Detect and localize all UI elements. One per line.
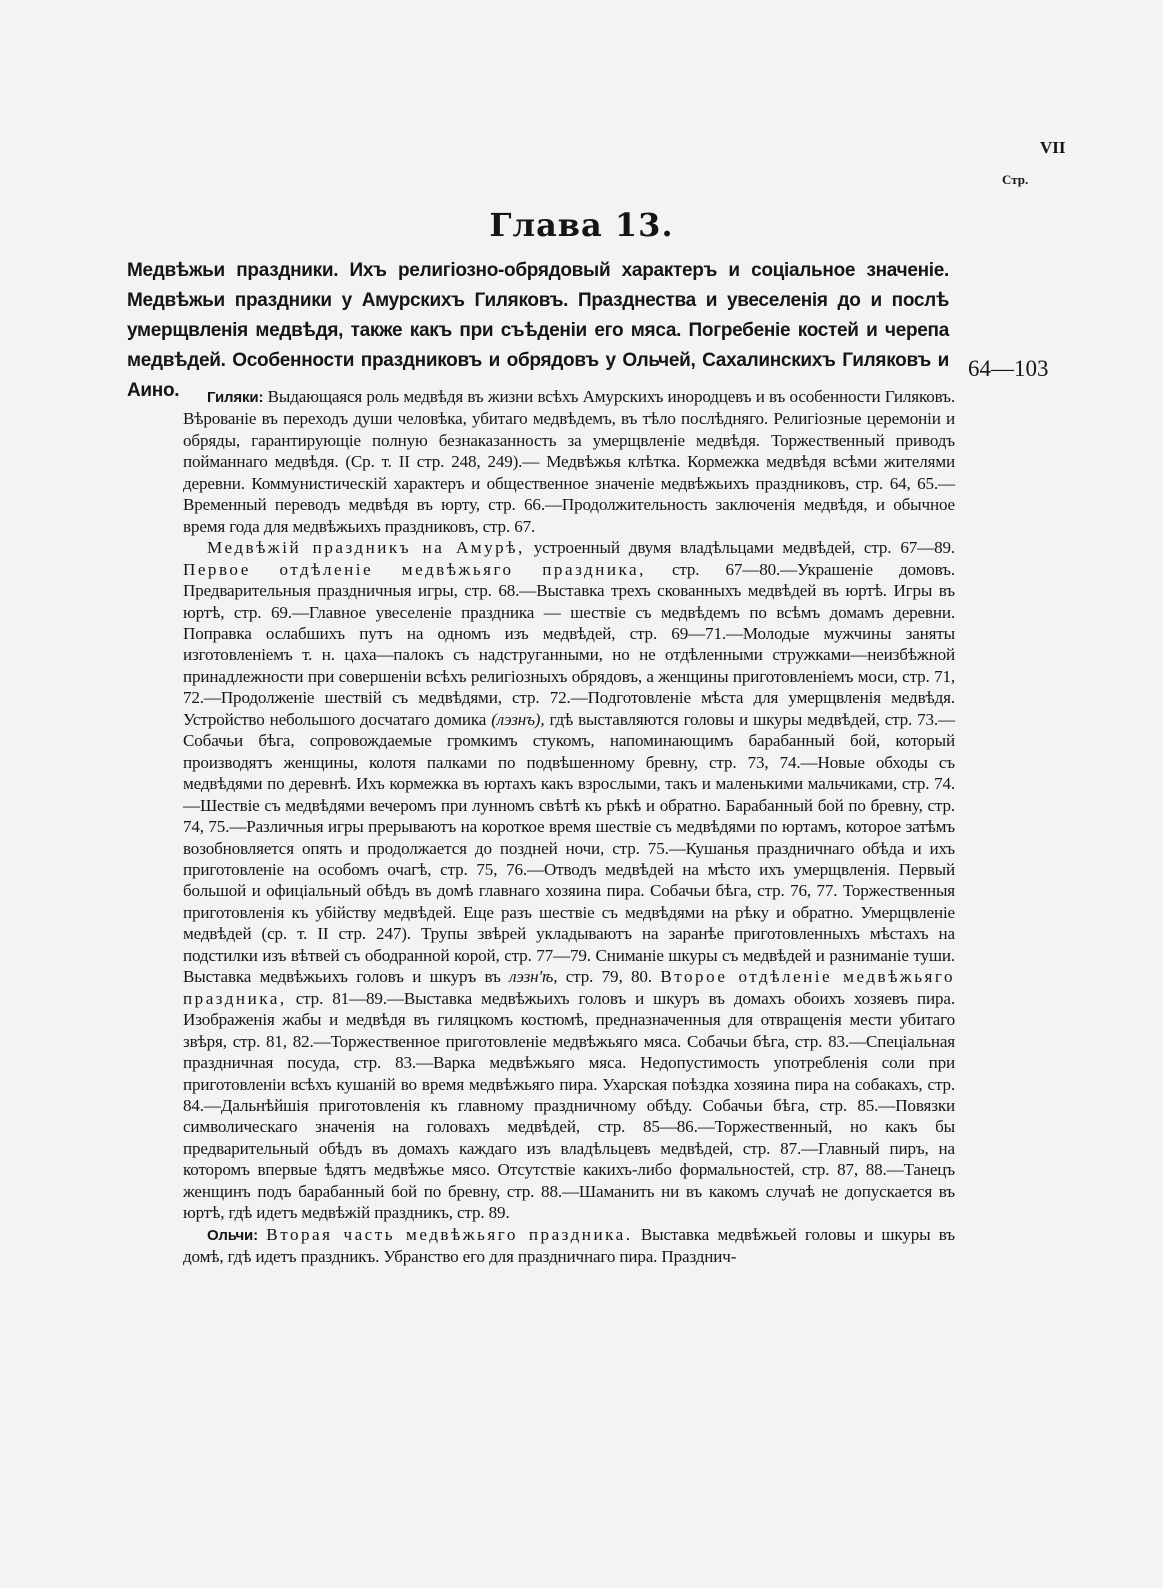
paragraph-olchi xyxy=(183,1224,955,1268)
paragraph-text: Выставка медвѣжьей головы и шкуры въ домѣ, гдѣ идетъ праздникъ. Убранство его для праздничнаго пира. Празднич- xyxy=(183,1224,955,1267)
section-title-amur: Медвѣжій праздникъ на Амурѣ, xyxy=(207,538,525,558)
subsection-title-part1: Первое отдѣленіе медвѣжьяго праздника, xyxy=(183,559,646,579)
paragraph-gilyaks xyxy=(183,386,955,537)
paragraph-amur xyxy=(183,537,955,1224)
subsection-title-olchi: Вторая часть медвѣжьяго праздника. xyxy=(266,1224,633,1244)
pages-column-label: Стр. xyxy=(1002,172,1029,187)
section-lead-olchi: Ольчи: xyxy=(207,1226,258,1244)
paragraph-text: стр. 79, 80. xyxy=(565,967,652,987)
subsection-title-part2: Второе отдѣленіе медвѣжьяго праздника, xyxy=(183,967,956,1008)
paragraph-text: устроенный двумя владѣльцами медвѣдей, стр. 67—89. xyxy=(533,538,955,558)
chapter-contents xyxy=(183,386,955,1268)
chapter-title: Глава 13. xyxy=(489,206,674,244)
paragraph-text: стр. 67—80.—Украшеніе домовъ. Предварительныя праздничныя игры, стр. 68.—Выставка трехъ скованныхъ медвѣдей въ юртѣ. Игры въ юртѣ, стр. 69.—Главное увеселеніе праздника — шествіе съ медвѣдемъ по всѣмъ домамъ деревни. Поправка ослабшихъ путъ на одномъ изъ медвѣдей, стр. 69—71.—Молодые мужчины заняты изготовленіемъ т. н. цаха—палокъ съ надструганными, но не отдѣленными стружками—неизбѣжной принадлежности при совершеніи всѣхъ религіозныхъ обрядовъ, а женщины приготовленіемъ моси, стр. 71, 72.—Продолженіе шествій съ медвѣдями, стр. 72.—Подготовленіе мѣста для умерщвленія медвѣдя. Устройство небольшого досчатаго домика xyxy=(183,559,955,729)
paragraph-text: гдѣ выставляются головы и шкуры медвѣдей, стр. 73.—Собачьи бѣга, сопровождаемые громкимъ стукомъ, напоминающимъ барабанный бой, который производятъ женщины, колотя палками по подвѣшенному бревну, стр. 73, 74.—Новые обходы съ медвѣдями по деревнѣ. Ихъ кормежка въ юртахъ какъ взрослыми, такъ и маленькими мальчиками, стр. 74.—Шествіе съ медвѣдями вечеромъ при лунномъ свѣтѣ къ рѣкѣ и обратно. Барабанный бой по бревну, стр. 74, 75.—Различныя игры прерываютъ на короткое время шествіе съ медвѣдями по юртамъ, которое затѣмъ возобновляется опять и продолжается до поздней ночи, стр. 75.—Кушанья праздничнаго обѣда и ихъ приготовленіе на особомъ очагѣ, стр. 75, 76.—Отводъ медвѣдей на мѣсто ихъ умерщвленія. Первый большой и офиціальный обѣдъ въ домѣ главнаго хозяина пира. Собачьи бѣга, стр. 76, 77. Торжественныя приготовленія къ убійству медвѣдей. Еще разъ шествіе съ медвѣдями на рѣку и обратно. Умерщвленіе медвѣдей (ср. т. II стр. 247). Трупы звѣрей укладываютъ на заранѣе приготовленныхъ мѣстахъ на подстилки изъ вѣтвей съ ободранной корой, стр. 77—79. Сниманіе шкуры съ медвѣдей и разниманіе туши. Выставка медвѣжьихъ головъ и шкуръ въ xyxy=(183,709,956,987)
chapter-summary: Медвѣжьи праздники. Ихъ религіозно-обрядовый характеръ и соціальное значеніе. Медвѣжьи праздники у Амурскихъ Гиляковъ. Празднества и увеселенія до и послѣ умерщвленія медвѣдя, также какъ при съѣденіи его мяса. Погребеніе костей и черепа медвѣдей. Особенности праздниковъ и обрядовъ у Ольчей, Сахалинскихъ Гиляковъ и Аино. xyxy=(127,260,949,401)
section-lead-gilyaks: Гиляки: xyxy=(207,389,264,406)
paragraph-text: Выдающаяся роль медвѣдя въ жизни всѣхъ Амурскихъ инородцевъ и въ особенности Гиляковъ. Вѣрованіе въ переходъ души человѣка, убитаго медвѣдемъ, въ тѣло послѣдняго. Религіозные церемоніи и обряды, гарантирующіе полную безнаказанность за умерщвленіе медвѣдя. Торжественный приводъ пойманнаго медвѣдя. (Ср. т. II стр. 248, 249).— Медвѣжья клѣтка. Кормежка медвѣдя всѣми жителями деревни. Коммунистическій характеръ и общественное значеніе медвѣжьихъ праздниковъ, стр. 64, 65.—Временный переводъ медвѣдя въ юрту, стр. 66.—Продолжительность заключенія медвѣдя, и обычное время года для медвѣжьихъ праздниковъ, стр. 67. xyxy=(183,387,955,536)
page-number: VII xyxy=(1040,138,1066,157)
paragraph-text: стр. 81—89.—Выставка медвѣжьихъ головъ и шкуръ въ домахъ обоихъ хозяевъ пира. Изображенія жабы и медвѣдя въ гиляцкомъ костюмѣ, предназначенныя для отвращенія мести убитаго звѣря, стр. 81, 82.—Торжественное приготовленіе медвѣжьяго мяса. Собачьи бѣга, стр. 83.—Спеціальная праздничная посуда, стр. 83.—Варка медвѣжьяго мяса. Недопустимость употребленія соли при приготовленіи всѣхъ кушаній во время медвѣжьяго пира. Ухарская поѣздка хозяина пира на собакахъ, стр. 84.—Дальнѣйшія приготовленія къ главному праздничному обѣду. Собачьи бѣга, стр. 85.—Повязки символическаго значенія на головахъ медвѣдей, стр. 85—86.—Торжественный, но какъ бы предварительный обѣдъ въ домахъ каждаго изъ владѣльцевъ медвѣдей, стр. 87.—Главный пиръ, на которомъ впервые ѣдятъ медвѣжье мясо. Отсутствіе какихъ-либо формальностей, стр. 87, 88.—Танецъ женщинъ подъ барабанный бой по бревну, стр. 88.—Шаманить ни въ какомъ случаѣ не допускается въ юртѣ, гдѣ идетъ медвѣжій праздникъ, стр. 89. xyxy=(183,988,955,1223)
chapter-page-range: 64—103 xyxy=(968,356,1049,381)
term-lezn-2: лэзн'ѣ, xyxy=(509,967,558,987)
term-lezn: (лэзнъ), xyxy=(491,709,545,729)
